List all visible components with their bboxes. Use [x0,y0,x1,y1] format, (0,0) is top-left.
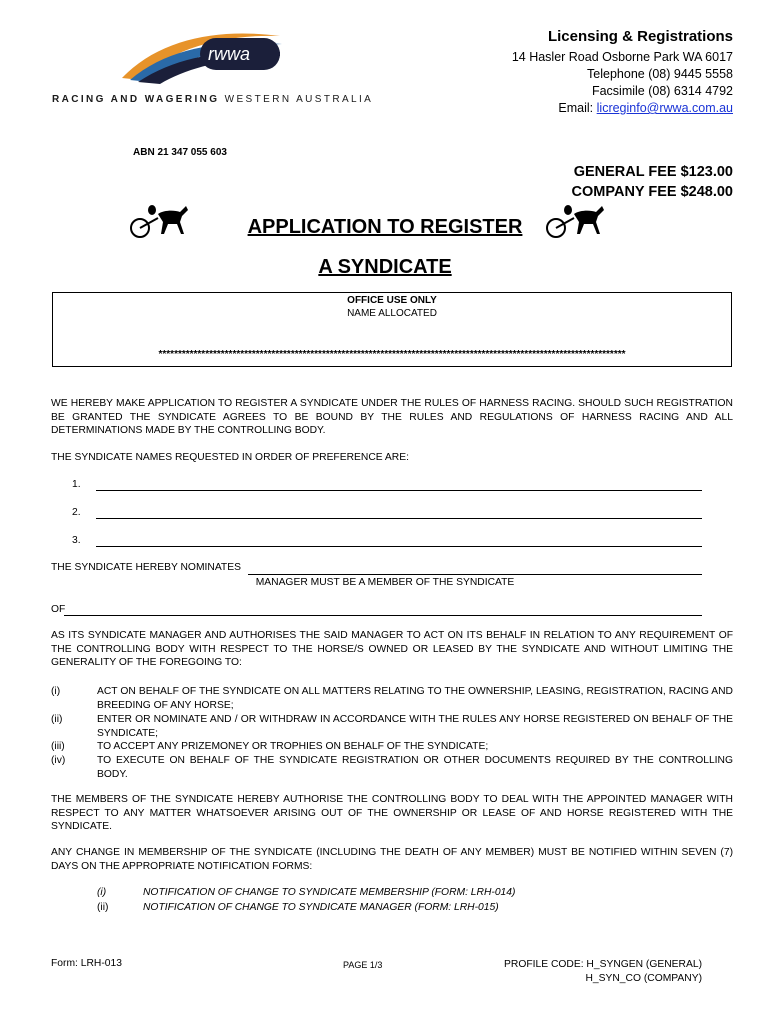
facsimile: Facsimile (08) 6314 4792 [591,84,733,98]
form-number: Form: LRH-013 [51,958,122,969]
name-allocated-label: NAME ALLOCATED [347,308,437,319]
names-requested-label: THE SYNDICATE NAMES REQUESTED IN ORDER OF PREFERENCE ARE: [51,452,409,463]
members-authorise-paragraph: THE MEMBERS OF THE SYNDICATE HEREBY AUTHORISE THE CONTROLLING BODY TO DEAL WITH THE APPOINTED MANAGER WITH RESPECT TO ANY MATTER WHATSOEVER ARISING OUT OF THE OWNERSHIP OR LEASE OF AND HORSE REGISTERED WITH THE SYNDICATE. [51,794,733,832]
form-item-mark: (ii) [97,902,109,913]
asterisk-divider: ************************************************************************************************************************ [158,349,626,360]
email-link[interactable]: licreginfo@rwwa.com.au [596,101,733,115]
address: 14 Hasler Road Osborne Park WA 6017 [511,50,733,64]
form-item-text: NOTIFICATION OF CHANGE TO SYNDICATE MANAGER (FORM: LRH-015) [143,902,499,913]
department-name: Licensing & Registrations [547,28,733,45]
email-line: Email: licreginfo@rwwa.com.au [558,101,733,115]
fees-block [572,162,733,202]
syndicate-name-field-2[interactable] [96,518,702,519]
page-number: PAGE 1/3 [343,960,383,970]
form-item-mark: (i) [97,887,107,898]
contact-block [512,28,733,117]
nominates-label: THE SYNDICATE HEREBY NOMINATES [51,562,241,573]
of-label: OF [51,604,66,615]
org-name: RACING AND WAGERING WESTERN AUSTRALIA [52,94,374,105]
list-item: (iv) TO EXECUTE ON BEHALF OF THE SYNDICATE REGISTRATION OR OTHER DOCUMENTS REQUIRED BY THE CONTROLLING BODY. [51,755,733,780]
abn-number: ABN 21 347 055 603 [133,147,227,158]
syndicate-name-field-3[interactable] [96,546,702,547]
syndicate-name-field-1[interactable] [96,490,702,491]
form-title-line2: A SYNDICATE [318,256,452,278]
list-item: (iii) TO ACCEPT ANY PRIZEMONEY OR TROPHIES ON BEHALF OF THE SYNDICATE; [51,741,489,752]
list-item: (i) ACT ON BEHALF OF THE SYNDICATE ON ALL MATTERS RELATING TO THE OWNERSHIP, LEASING, REGISTRATION, RACING AND BREEDING OF ANY HORSE; [51,686,733,711]
change-notice-paragraph: ANY CHANGE IN MEMBERSHIP OF THE SYNDICATE (INCLUDING THE DEATH OF ANY MEMBER) MUST BE NOTIFIED WITHIN SEVEN (7) DAYS ON THE APPROPRIATE NOTIFICATION FORMS: [51,847,733,872]
name-number: 3. [72,535,81,546]
office-use-title: OFFICE USE ONLY [347,295,437,306]
manager-note: MANAGER MUST BE A MEMBER OF THE SYNDICATE [255,577,515,588]
authorises-paragraph: AS ITS SYNDICATE MANAGER AND AUTHORISES THE SAID MANAGER TO ACT ON ITS BEHALF IN RELATION TO ANY REQUIREMENT OF THE CONTROLLING BODY WITH RESPECT TO THE HORSE/S OWNED OR LEASED BY THE SYNDICATE AND WITHOUT LIMITING THE GENERALITY OF THE FOREGOING TO: [51,630,733,668]
profile-code: PROFILE CODE: H_SYNGEN (GENERAL) H_SYN_CO (COMPANY) [504,959,702,984]
svg-text:rwwa: rwwa [208,44,251,64]
form-title-line1: APPLICATION TO REGISTER [247,216,523,238]
list-item: (ii) ENTER OR NOMINATE AND / OR WITHDRAW IN ACCORDANCE WITH THE RULES ANY HORSE REGISTERED ON BEHALF OF THE SYNDICATE; [51,714,733,739]
intro-paragraph: WE HEREBY MAKE APPLICATION TO REGISTER A SYNDICATE UNDER THE RULES OF HARNESS RACING. SHOULD SUCH REGISTRATION BE GRANTED THE SYNDICATE AGREES TO BE BOUND BY THE RULES AND REGULATIONS OF HARNESS RACING AND ALL DETERMINATIONS MADE BY THE CONTROLLING BODY. [51,398,733,436]
name-number: 2. [72,507,81,518]
manager-address-field[interactable] [64,615,702,616]
telephone: Telephone (08) 9445 5558 [587,67,733,81]
name-number: 1. [72,479,81,490]
company-fee: COMPANY FEE $248.00 [571,184,733,200]
general-fee: GENERAL FEE $123.00 [573,164,733,180]
office-use-box [52,292,732,367]
form-item-text: NOTIFICATION OF CHANGE TO SYNDICATE MEMBERSHIP (FORM: LRH-014) [143,887,516,898]
manager-name-field[interactable] [248,574,702,575]
